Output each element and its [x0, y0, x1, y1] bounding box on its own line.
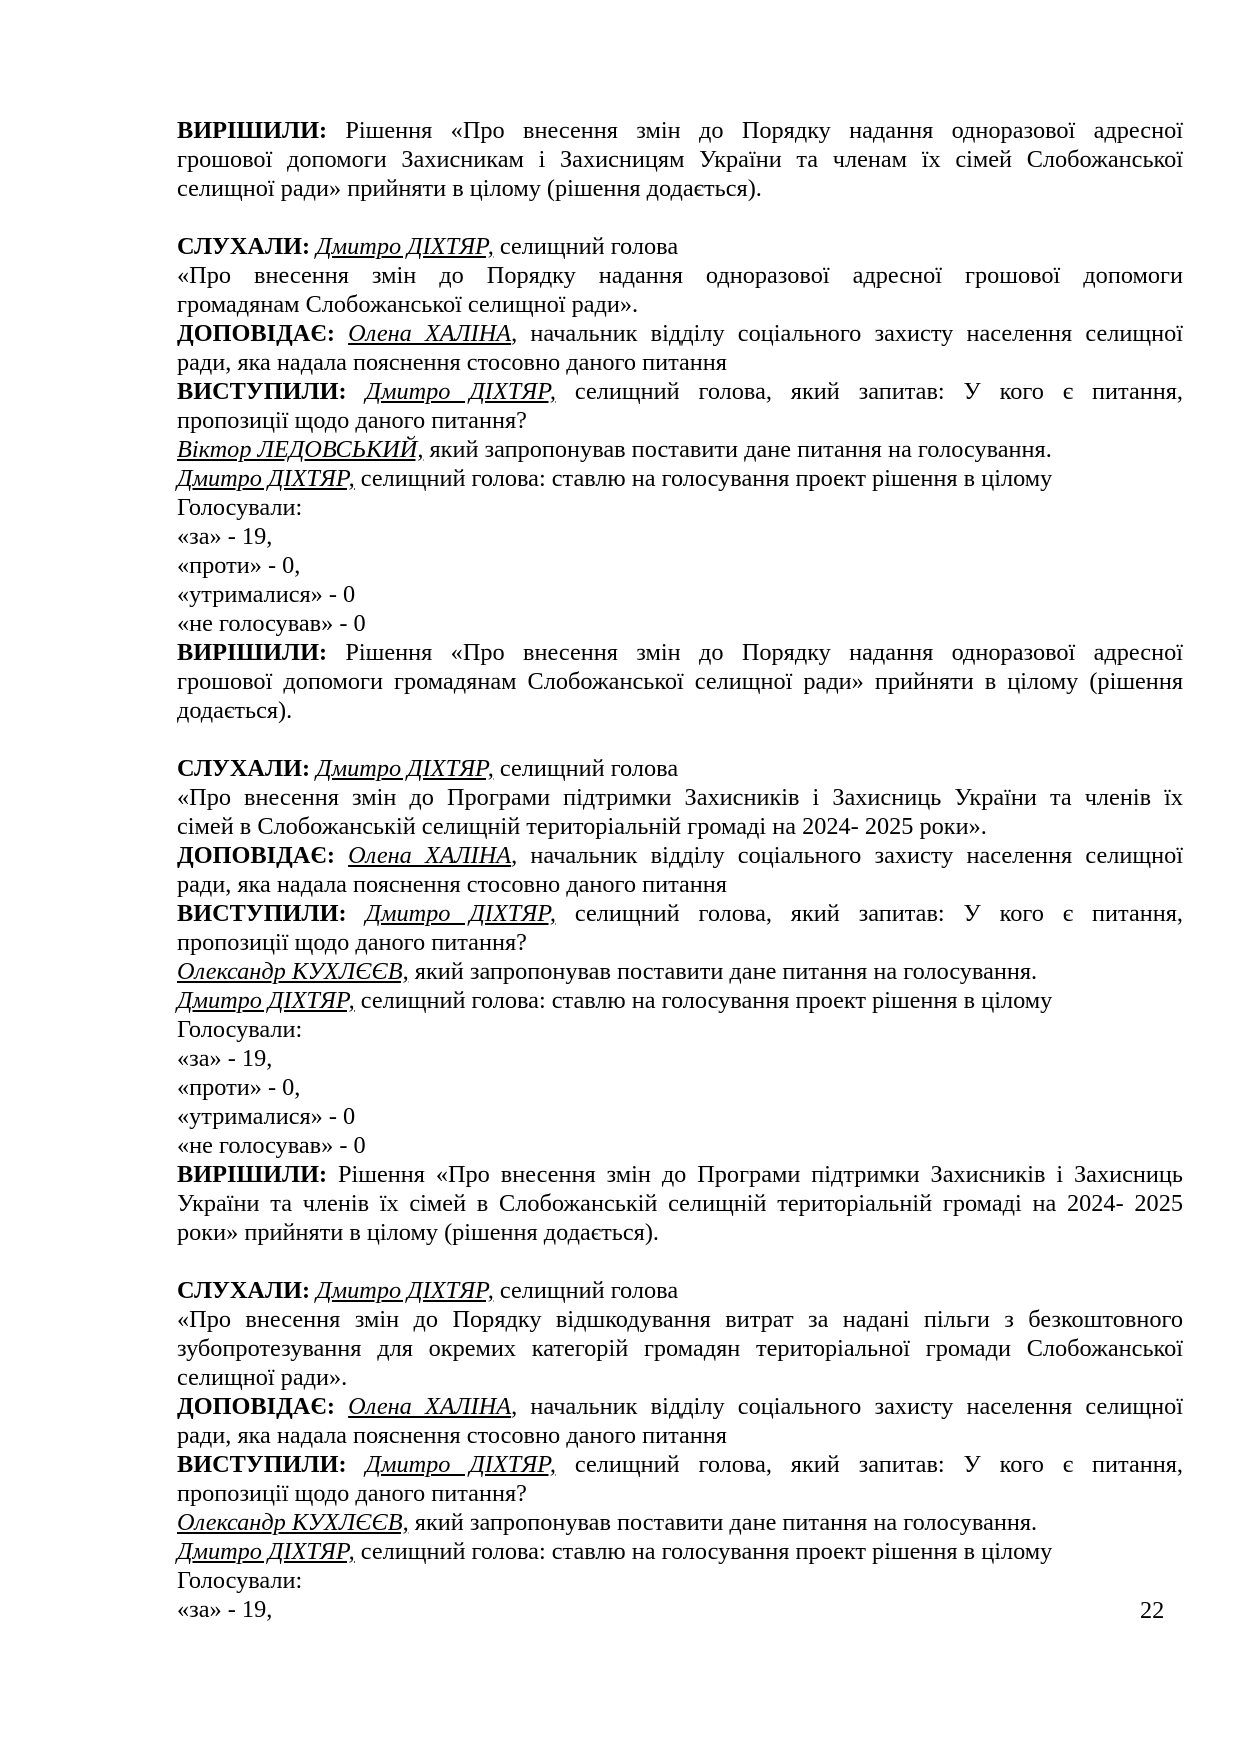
person-name: Дмитро ДІХТЯР,	[316, 1277, 494, 1304]
person-name: Дмитро ДІХТЯР,	[177, 1538, 355, 1565]
proposal-line: Олександр КУХЛЄЄВ, який запропонував поставити дане питання на голосування.	[177, 958, 1038, 985]
person-name: Дмитро ДІХТЯР,	[177, 465, 355, 492]
topic-line: сімей в Слобожанській селищній територіальній громаді на 2024- 2025 роки».	[177, 813, 987, 840]
decision-line: грошової допомоги громадянам Слобожанської селищної ради» прийняти в цілому (рішення	[177, 668, 1183, 695]
person-name: Дмитро ДІХТЯР,	[316, 755, 494, 782]
vote-for: «за» - 19,	[177, 523, 273, 550]
heard-line: СЛУХАЛИ: Дмитро ДІХТЯР, селищний голова	[177, 233, 679, 260]
vote-abstained: «утрималися» - 0	[177, 1103, 356, 1130]
person-name: Олена ХАЛІНА	[348, 842, 512, 869]
voted-label: Голосували:	[177, 1567, 303, 1594]
person-name: Олена ХАЛІНА	[348, 1393, 512, 1420]
chair-line: Дмитро ДІХТЯР, селищний голова: ставлю на голосування проект рішення в цілому	[177, 465, 1053, 492]
decision-line: додається).	[177, 697, 293, 724]
topic-line: громадянам Слобожанської селищної ради».	[177, 291, 639, 318]
decision-line: ВИРІШИЛИ: Рішення «Про внесення змін до Програми підтримки Захисників і Захисниць	[177, 1161, 1183, 1188]
page-number: 22	[1140, 1597, 1165, 1624]
document-page	[177, 116, 1183, 1624]
speakers-line: ВИСТУПИЛИ: Дмитро ДІХТЯР, селищний голова, який запитав: У кого є питання,	[177, 900, 1183, 927]
topic-line: «Про внесення змін до Порядку надання одноразової адресної грошової допомоги	[177, 262, 1183, 289]
speakers-line: пропозиції щодо даного питання?	[177, 929, 527, 956]
person-name: Віктор ЛЕДОВСЬКИЙ,	[177, 436, 424, 463]
speakers-line: пропозиції щодо даного питання?	[177, 1480, 527, 1507]
decision-line: грошової допомоги Захисникам і Захисницям України та членам їх сімей Слобожанської	[177, 146, 1183, 173]
decided-keyword: ВИРІШИЛИ:	[177, 1161, 328, 1188]
decision-line: селищної ради» прийняти в цілому (рішення додається).	[177, 175, 762, 202]
proposal-line: Віктор ЛЕДОВСЬКИЙ, який запропонував поставити дане питання на голосування.	[177, 436, 1052, 463]
chair-line: Дмитро ДІХТЯР, селищний голова: ставлю на голосування проект рішення в цілому	[177, 1538, 1053, 1565]
person-name: Дмитро ДІХТЯР,	[316, 233, 494, 260]
reporter-line: ДОПОВІДАЄ: Олена ХАЛІНА, начальник відділу соціального захисту населення селищної	[177, 842, 1183, 869]
heard-line: СЛУХАЛИ: Дмитро ДІХТЯР, селищний голова	[177, 755, 679, 782]
vote-for: «за» - 19,	[177, 1045, 273, 1072]
person-name: Олена ХАЛІНА	[348, 320, 512, 347]
vote-not-voted: «не голосував» - 0	[177, 1132, 366, 1159]
proposal-line: Олександр КУХЛЄЄВ, який запропонував поставити дане питання на голосування.	[177, 1509, 1038, 1536]
spoke-keyword: ВИСТУПИЛИ:	[177, 1451, 347, 1478]
reporter-line: ДОПОВІДАЄ: Олена ХАЛІНА, начальник відділу соціального захисту населення селищної	[177, 1393, 1183, 1420]
topic-line: «Про внесення змін до Порядку відшкодування витрат за надані пільги з безкоштовного	[177, 1306, 1183, 1333]
reporter-line: ДОПОВІДАЄ: Олена ХАЛІНА, начальник відділу соціального захисту населення селищної	[177, 320, 1183, 347]
decision-line: ВИРІШИЛИ: Рішення «Про внесення змін до Порядку надання одноразової адресної	[177, 117, 1183, 144]
voted-label: Голосували:	[177, 1016, 303, 1043]
reports-keyword: ДОПОВІДАЄ:	[177, 1393, 335, 1420]
decision-line: України та членів їх сімей в Слобожанській селищній територіальній громаді на 2024- 2025	[177, 1190, 1183, 1217]
vote-against: «проти» - 0,	[177, 1074, 301, 1101]
decision-line: ВИРІШИЛИ: Рішення «Про внесення змін до Порядку надання одноразової адресної	[177, 639, 1183, 666]
speakers-line: ВИСТУПИЛИ: Дмитро ДІХТЯР, селищний голова, який запитав: У кого є питання,	[177, 1451, 1183, 1478]
vote-abstained: «утрималися» - 0	[177, 581, 356, 608]
person-name: Дмитро ДІХТЯР,	[365, 378, 556, 405]
person-name: Дмитро ДІХТЯР,	[177, 987, 355, 1014]
heard-keyword: СЛУХАЛИ:	[177, 1277, 311, 1304]
decided-keyword: ВИРІШИЛИ:	[177, 117, 328, 144]
reporter-line: ради, яка надала пояснення стосовно даного питання	[177, 871, 727, 898]
speakers-line: ВИСТУПИЛИ: Дмитро ДІХТЯР, селищний голова, який запитав: У кого є питання,	[177, 378, 1183, 405]
decided-keyword: ВИРІШИЛИ:	[177, 639, 328, 666]
vote-not-voted: «не голосував» - 0	[177, 610, 366, 637]
heard-keyword: СЛУХАЛИ:	[177, 755, 311, 782]
heard-keyword: СЛУХАЛИ:	[177, 233, 311, 260]
person-name: Олександр КУХЛЄЄВ,	[177, 958, 409, 985]
spoke-keyword: ВИСТУПИЛИ:	[177, 900, 347, 927]
person-name: Дмитро ДІХТЯР,	[365, 900, 556, 927]
person-name: Дмитро ДІХТЯР,	[365, 1451, 556, 1478]
reporter-line: ради, яка надала пояснення стосовно даного питання	[177, 1422, 727, 1449]
reports-keyword: ДОПОВІДАЄ:	[177, 842, 335, 869]
heard-line: СЛУХАЛИ: Дмитро ДІХТЯР, селищний голова	[177, 1277, 679, 1304]
vote-for: «за» - 19,	[177, 1596, 273, 1623]
speakers-line: пропозиції щодо даного питання?	[177, 407, 527, 434]
spacer	[177, 1247, 1183, 1276]
chair-line: Дмитро ДІХТЯР, селищний голова: ставлю на голосування проект рішення в цілому	[177, 987, 1053, 1014]
spacer	[177, 203, 1183, 232]
person-name: Олександр КУХЛЄЄВ,	[177, 1509, 409, 1536]
decision-line: роки» прийняти в цілому (рішення додається).	[177, 1219, 660, 1246]
reports-keyword: ДОПОВІДАЄ:	[177, 320, 335, 347]
spacer	[177, 725, 1183, 754]
voted-label: Голосували:	[177, 494, 303, 521]
topic-line: селищної ради».	[177, 1364, 348, 1391]
spoke-keyword: ВИСТУПИЛИ:	[177, 378, 347, 405]
reporter-line: ради, яка надала пояснення стосовно даного питання	[177, 349, 727, 376]
vote-against: «проти» - 0,	[177, 552, 301, 579]
topic-line: зубопротезування для окремих категорій громадян територіальної громади Слобожанської	[177, 1335, 1183, 1362]
topic-line: «Про внесення змін до Програми підтримки Захисників і Захисниць України та членів їх	[177, 784, 1183, 811]
